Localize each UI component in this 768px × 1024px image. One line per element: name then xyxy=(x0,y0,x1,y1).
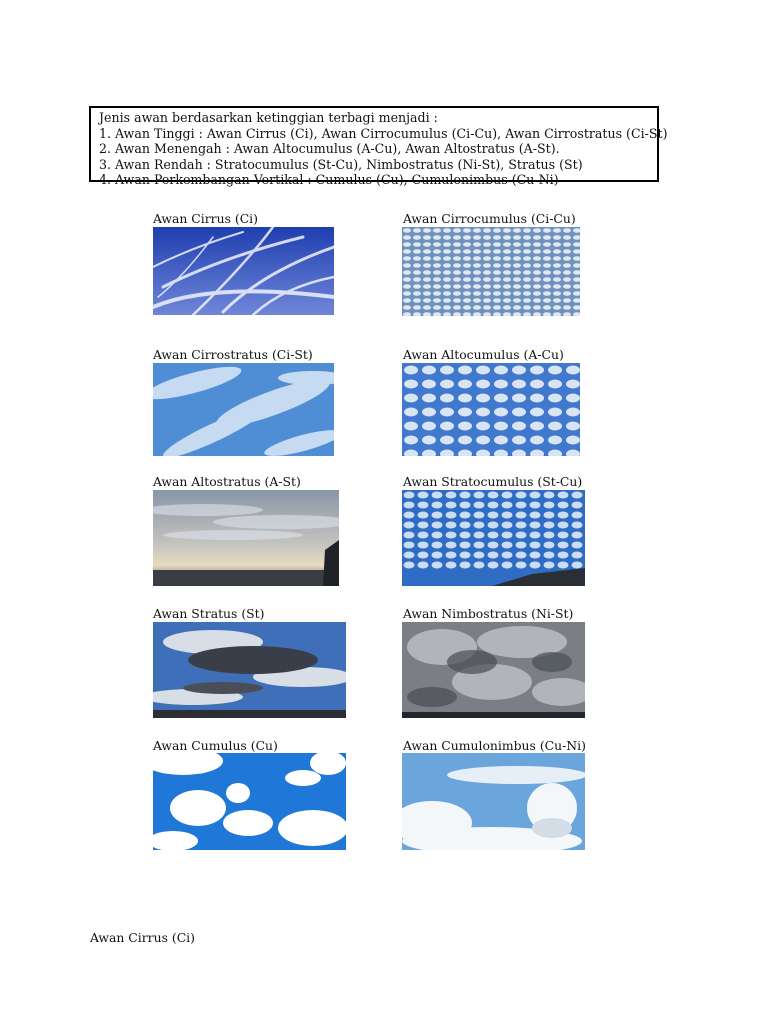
footer-caption: Awan Cirrus (Ci) xyxy=(90,930,195,945)
caption-altocumulus: Awan Altocumulus (A-Cu) xyxy=(403,347,564,362)
caption-cumulonimbus: Awan Cumulonimbus (Cu-Ni) xyxy=(403,738,586,753)
info-line-middle: 2. Awan Menengah : Awan Altocumulus (A-Cu), Awan Altostratus (A-St). xyxy=(99,141,560,157)
caption-cirrostratus: Awan Cirrostratus (Ci-St) xyxy=(153,347,313,362)
cumulus-photo xyxy=(153,753,346,850)
stratocumulus-photo xyxy=(402,490,585,586)
caption-cirrus: Awan Cirrus (Ci) xyxy=(153,211,258,226)
altostratus-photo xyxy=(153,490,339,586)
cirrocumulus-photo xyxy=(402,227,580,316)
cloud-types-info-box xyxy=(89,106,668,188)
caption-nimbostratus: Awan Nimbostratus (Ni-St) xyxy=(403,606,574,621)
info-line-low: 3. Awan Rendah : Stratocumulus (St-Cu), Nimbostratus (Ni-St), Stratus (St) xyxy=(99,156,583,172)
altocumulus-photo xyxy=(402,363,580,456)
caption-altostratus: Awan Altostratus (A-St) xyxy=(153,474,301,489)
cumulonimbus-photo xyxy=(402,753,585,850)
caption-cirrocumulus: Awan Cirrocumulus (Ci-Cu) xyxy=(403,211,576,226)
stratus-photo xyxy=(153,622,346,718)
nimbostratus-photo xyxy=(402,622,585,718)
caption-stratus: Awan Stratus (St) xyxy=(153,606,265,621)
info-intro: Jenis awan berdasarkan ketinggian terbagi menjadi : xyxy=(99,110,438,125)
cirrostratus-photo xyxy=(153,363,334,456)
info-line-high: 1. Awan Tinggi : Awan Cirrus (Ci), Awan Cirrocumulus (Ci-Cu), Awan Cirrostratus (Ci-St) xyxy=(99,125,668,141)
caption-stratocumulus: Awan Stratocumulus (St-Cu) xyxy=(403,474,583,489)
info-line-vertical: 4. Awan Perkembangan Vertikal : Cumulus (Cu), Cumulonimbus (Cu-Ni) xyxy=(99,172,559,188)
caption-cumulus: Awan Cumulus (Cu) xyxy=(153,738,278,753)
cirrus-photo xyxy=(153,227,334,315)
